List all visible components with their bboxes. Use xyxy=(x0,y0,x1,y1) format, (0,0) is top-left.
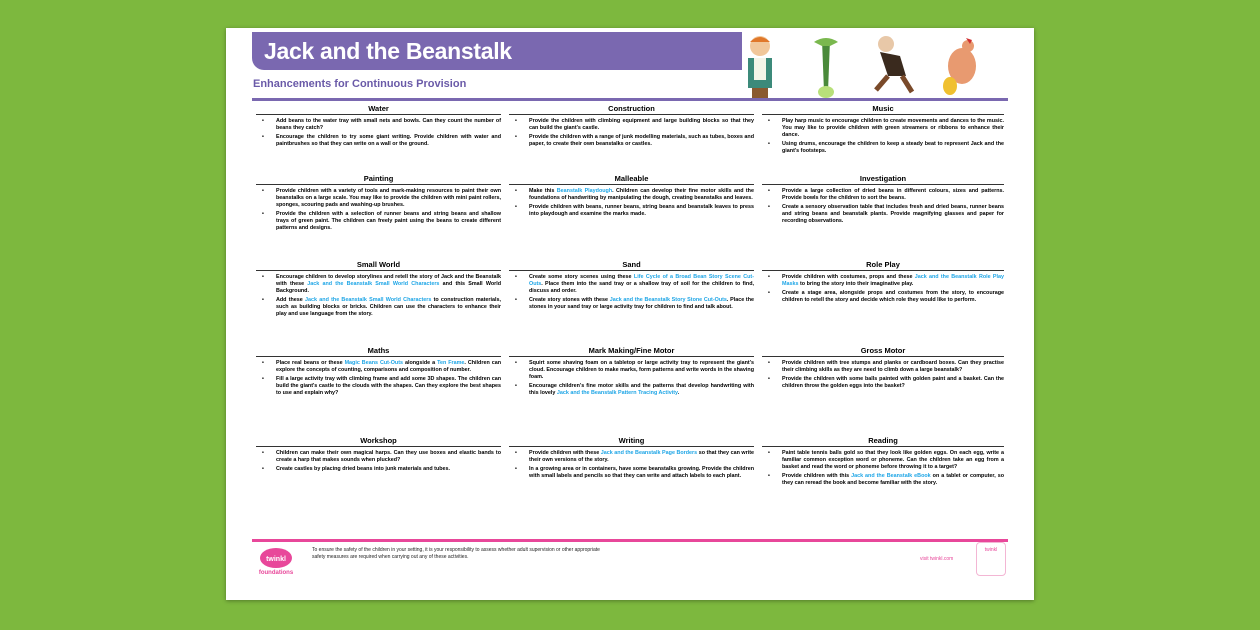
section-role-play xyxy=(758,260,1008,346)
page-title: Jack and the Beanstalk xyxy=(264,38,512,64)
item-text: Create a sensory observation table that includes fresh and dried beans, runner beans and string beans and beanstalk plants. Provide magnifying glasses and paper for recording observations. xyxy=(782,204,1004,224)
section-small-world xyxy=(252,260,505,346)
resource-link[interactable]: Magic Beans Cut-Outs xyxy=(344,360,404,366)
section-heading: Painting xyxy=(256,174,501,185)
list-item xyxy=(256,376,501,397)
item-text: Create castles by placing dried beans into junk materials and tubes. xyxy=(276,466,451,472)
item-text: Create a stage area, alongside props and costumes from the story, to encourage children to retell the story and decide which role they would like to perform. xyxy=(782,290,1004,303)
activity-list xyxy=(256,360,501,397)
item-text: Provide the children with a range of junk modelling materials, such as tubes, boxes and paper, to create their own beanstalks or castles. xyxy=(529,134,754,147)
twinkl-badge: twinkl xyxy=(976,542,1006,576)
section-heading: Investigation xyxy=(762,174,1004,185)
list-item xyxy=(509,466,754,480)
item-text: Provide the children with some balls painted with golden paint and a basket. Can the children throw the golden eggs into the basket? xyxy=(782,376,1004,389)
list-item xyxy=(256,466,501,473)
section-heading: Construction xyxy=(509,104,754,115)
resource-link[interactable]: Jack and the Beanstalk Story Stone Cut-Outs xyxy=(609,297,727,303)
item-text: Encourage the children to try some giant writing. Provide children with water and paintbrushes so that they can write on a wall or the ground. xyxy=(276,134,501,147)
list-item xyxy=(256,297,501,318)
activity-list xyxy=(256,450,501,473)
section-heading: Sand xyxy=(509,260,754,271)
list-item xyxy=(509,383,754,397)
list-item xyxy=(509,188,754,202)
list-item xyxy=(256,134,501,148)
item-text: Play harp music to encourage children to create movements and dances to the music. You may like to provide children with green streamers or ribbons to enhance their dance. xyxy=(782,118,1004,138)
item-text: Provide the children with a selection of runner beans and string beans and shallow trays of green paint. The children can freely paint using the beans to create different patterns and designs. xyxy=(276,211,501,231)
section-malleable xyxy=(505,174,758,260)
activity-list xyxy=(509,118,754,148)
section-heading: Small World xyxy=(256,260,501,271)
activity-list xyxy=(762,118,1004,155)
activity-list xyxy=(256,188,501,232)
item-text: and this Small World Background. xyxy=(276,281,502,294)
list-item xyxy=(762,274,1004,288)
item-text: alongside a xyxy=(403,360,438,366)
section-workshop xyxy=(252,436,505,526)
item-text: so that they can write their own versions of the story. xyxy=(529,450,754,463)
section-heading: Music xyxy=(762,104,1004,115)
resource-link[interactable]: Jack and the Beanstalk Small World Characters xyxy=(307,281,440,287)
item-text: Provide children with tree stumps and planks or cardboard boxes. Can they practise their climbing skills as they are need to climb down a large beanstalk? xyxy=(782,360,1004,373)
title-banner xyxy=(252,32,742,70)
activity-list xyxy=(509,360,754,397)
list-item xyxy=(256,211,501,232)
resource-link[interactable]: Jack and the Beanstalk Small World Characters xyxy=(305,297,432,303)
list-item xyxy=(762,188,1004,202)
item-text: Provide children with these xyxy=(529,450,601,456)
item-text: Encourage children's fine motor skills and the patterns that develop handwriting with this lovely xyxy=(529,383,754,396)
footer-divider xyxy=(252,539,1008,542)
item-text: Provide children with a variety of tools and mark-making resources to paint their own beanstalks on a large scale. You may like to provide the children with mini paint rollers, sponges, scouring pads and washing-up brushes. xyxy=(276,188,501,208)
hen-illustration xyxy=(932,32,984,100)
activity-list xyxy=(762,274,1004,304)
item-text: . xyxy=(677,390,680,396)
item-text: Create story stones with these xyxy=(529,297,610,303)
list-item xyxy=(509,134,754,148)
item-text: . Children can explore the concepts of counting, comparisons and composition of number. xyxy=(276,360,501,373)
item-text: In a growing area or in containers, have some beanstalks growing. Provide the children with small labels and pencils so that they can write and attach labels to each plant. xyxy=(529,466,754,479)
section-gross-motor xyxy=(758,346,1008,436)
section-construction xyxy=(505,104,758,174)
list-item xyxy=(762,450,1004,471)
section-heading: Mark Making/Fine Motor xyxy=(509,346,754,357)
list-item xyxy=(256,188,501,209)
list-item xyxy=(256,360,501,374)
list-item xyxy=(762,290,1004,304)
list-item xyxy=(762,204,1004,225)
item-text: . Place the stones in your sand tray or large activity tray for children to find and talk about. xyxy=(529,297,755,310)
visit-link[interactable]: visit twinkl.com xyxy=(920,556,954,562)
resource-link[interactable]: Jack and the Beanstalk eBook xyxy=(851,473,931,479)
svg-text:foundations: foundations xyxy=(258,570,294,576)
list-item xyxy=(509,274,754,295)
resource-link[interactable]: Jack and the Beanstalk Page Borders xyxy=(600,450,698,456)
list-item xyxy=(762,473,1004,487)
section-maths xyxy=(252,346,505,436)
header-divider xyxy=(252,98,1008,101)
section-heading: Role Play xyxy=(762,260,1004,271)
item-text: . Place them into the sand tray or a shallow tray of soil for the children to find, discuss and order. xyxy=(529,281,754,294)
activity-grid xyxy=(252,104,1008,526)
section-heading: Reading xyxy=(762,436,1004,447)
list-item xyxy=(509,297,754,311)
list-item xyxy=(762,141,1004,155)
activity-list xyxy=(509,188,754,218)
section-sand xyxy=(505,260,758,346)
item-text: Fill a large activity tray with climbing frame and add some 3D shapes. The children can build the giant's castle to the clouds with the shapes. Can they explore the best shapes to use and explain why? xyxy=(276,376,501,396)
list-item xyxy=(509,360,754,381)
section-mark-making-fine-motor xyxy=(505,346,758,436)
list-item xyxy=(509,204,754,218)
list-item xyxy=(762,360,1004,374)
list-item xyxy=(509,118,754,132)
item-text: Provide children with this xyxy=(782,473,852,479)
safety-note: To ensure the safety of the children in your setting, it is your responsibility to assess whether adult supervision or other appropriate safety measures are required when carrying out any of these activities. xyxy=(312,547,600,560)
section-heading: Maths xyxy=(256,346,501,357)
resource-link[interactable]: Jack and the Beanstalk Role Play Masks xyxy=(782,274,1004,287)
item-text: Make this xyxy=(529,188,557,194)
activity-list xyxy=(509,450,754,480)
activity-list xyxy=(762,188,1004,225)
item-text: Place real beans or these xyxy=(276,360,345,366)
item-text: Children can make their own magical harps. Can they use boxes and elastic bands to create a harp that makes sounds when plucked? xyxy=(276,450,501,463)
giant-illustration xyxy=(866,32,918,100)
item-text: Provide children with costumes, props and these xyxy=(782,274,915,280)
svg-text:twinkl: twinkl xyxy=(266,556,286,563)
activity-list xyxy=(509,274,754,311)
section-heading: Water xyxy=(256,104,501,115)
item-text: Using drums, encourage the children to keep a steady beat to represent Jack and the giant's footsteps. xyxy=(782,141,1004,154)
item-text: Paint table tennis balls gold so that they look like golden eggs. On each egg, write a familiar common exception word or phoneme. Can the children take an egg from a basket and read the word or phoneme before throwing it to a target? xyxy=(782,450,1004,470)
activity-list xyxy=(762,360,1004,390)
list-item xyxy=(256,118,501,132)
item-text: Provide the children with climbing equipment and large building blocks so that they can build the giant's castle. xyxy=(529,118,754,131)
section-investigation xyxy=(758,174,1008,260)
item-text: to construction materials, such as building blocks or bricks. Children can use the characters to enhance their play and use language from the story. xyxy=(276,297,501,317)
section-heading: Gross Motor xyxy=(762,346,1004,357)
section-reading xyxy=(758,436,1008,526)
section-writing xyxy=(505,436,758,526)
item-text: Add beans to the water tray with small nets and bowls. Can they count the number of beans they catch? xyxy=(276,118,501,131)
section-heading: Writing xyxy=(509,436,754,447)
jack-illustration xyxy=(734,32,786,100)
resource-link[interactable]: Jack and the Beanstalk Pattern Tracing Activity xyxy=(556,390,678,396)
list-item xyxy=(509,450,754,464)
resource-link[interactable]: Life Cycle of a Broad Bean Story Scene Cut-Outs xyxy=(529,274,754,287)
activity-list xyxy=(256,118,501,148)
section-music xyxy=(758,104,1008,174)
item-text: to bring the story into their imaginative play. xyxy=(798,281,914,287)
resource-link[interactable]: Ten Frame xyxy=(437,360,465,366)
page-subtitle: Enhancements for Continuous Provision xyxy=(253,78,467,90)
beanstalk-illustration xyxy=(800,32,852,100)
item-text: Provide children with beans, runner beans, string beans and beanstalk leaves to press into playdough and examine the marks made. xyxy=(529,204,754,217)
item-text: Create some story scenes using these xyxy=(529,274,634,280)
item-text: Provide a large collection of dried beans in different colours, sizes and patterns. Provide bowls for the children to sort the beans. xyxy=(782,188,1004,201)
activity-list xyxy=(256,274,501,318)
item-text: . Children can develop their fine motor skills and the foundations of handwriting by manipulating the dough, creating beanstalks and leaves. xyxy=(529,188,754,201)
list-item xyxy=(256,450,501,464)
section-water xyxy=(252,104,505,174)
section-heading: Workshop xyxy=(256,436,501,447)
list-item xyxy=(762,376,1004,390)
character-illustrations xyxy=(734,28,1014,100)
item-text: Add these xyxy=(276,297,306,303)
section-heading: Malleable xyxy=(509,174,754,185)
list-item xyxy=(256,274,501,295)
section-painting xyxy=(252,174,505,260)
list-item xyxy=(762,118,1004,139)
twinkl-foundations-logo xyxy=(252,546,300,578)
item-text: on a tablet or computer, so they can reread the book and become familiar with the story. xyxy=(782,473,1005,486)
activity-list xyxy=(762,450,1004,487)
item-text: Squirt some shaving foam on a tabletop or large activity tray to represent the giant's cloud. Encourage children to make marks, form patterns and write words in the shaving foam. xyxy=(529,360,754,380)
resource-link[interactable]: Beanstalk Playdough xyxy=(556,188,613,194)
item-text: Encourage children to develop storylines and retell the story of Jack and the Beanstalk with these xyxy=(276,274,501,287)
activity-sheet xyxy=(226,28,1034,600)
